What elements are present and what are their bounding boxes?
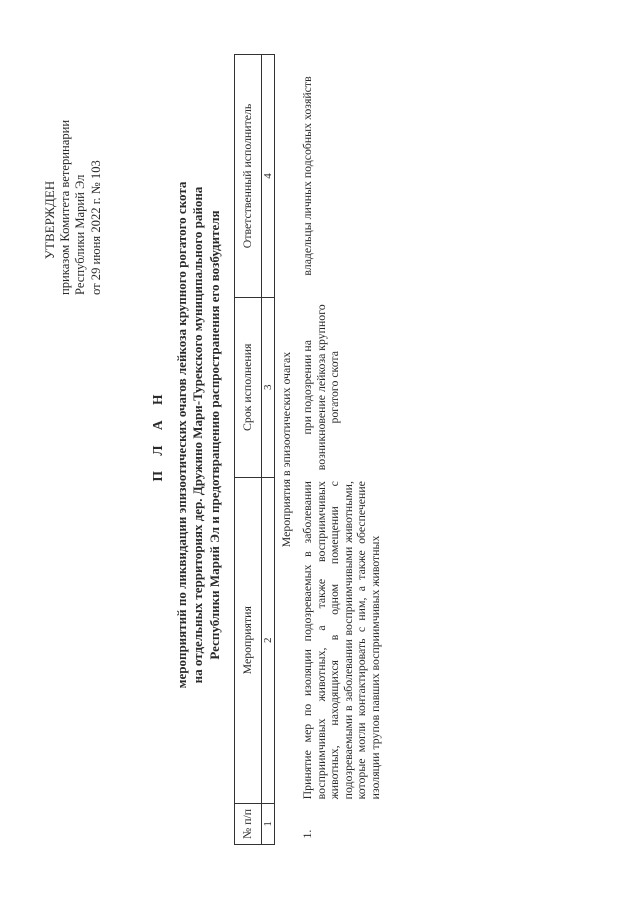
column-number: 2 bbox=[262, 477, 275, 803]
header-responsible: Ответственный исполнитель bbox=[235, 55, 262, 298]
title-line-2: на отдельных территориях дер. Дружино Мари-Турекского муниципального района bbox=[190, 186, 205, 684]
row-number: 1. bbox=[300, 829, 314, 839]
title-line-3: Республики Марий Эл и предотвращению распространения его возбудителя bbox=[206, 210, 222, 660]
header-measures: Мероприятия bbox=[235, 477, 262, 803]
approval-line-3: от 29 июня 2022 г. № 103 bbox=[88, 160, 103, 295]
section-row bbox=[275, 55, 298, 845]
approval-stamp bbox=[42, 5, 104, 295]
plan-heading: П Л А Н bbox=[150, 388, 165, 482]
plan-table bbox=[234, 54, 383, 845]
table-header-row bbox=[235, 55, 262, 845]
title-line-1: мероприятий по ликвидации эпизоотических очагов лейкоза крупного рогатого скота bbox=[173, 181, 189, 689]
table-row bbox=[297, 55, 383, 845]
approval-heading: УТВЕРЖДЕН bbox=[42, 180, 57, 260]
approval-line-1: приказом Комитета ветеринарии bbox=[57, 119, 72, 295]
header-term: Срок исполнения bbox=[235, 297, 262, 477]
section-title: Мероприятия в эпизоотических очагах bbox=[275, 55, 298, 845]
column-number: 4 bbox=[262, 55, 275, 298]
column-number: 1 bbox=[262, 803, 275, 844]
column-number-row bbox=[262, 55, 275, 845]
row-responsible: владельцы личных подсобных хозяйств bbox=[300, 76, 314, 276]
column-number: 3 bbox=[262, 297, 275, 477]
document-title bbox=[150, 85, 223, 785]
approval-line-2: Республики Марий Эл bbox=[73, 174, 87, 295]
row-measure: Принятие мер по изоляции подозреваемых в заболевании восприимчивых животных, а также восприимчивых животных, находящихся в одном помещении с подозреваемыми в заболевании восприимчивыми животными, которые могли контактировать с ним, а также обеспечение изоляции трупов павших восприимчивых животных bbox=[300, 481, 382, 800]
header-number: № п/п bbox=[235, 803, 262, 844]
row-term: при подозрении на возникновение лейкоза крупного рогатого скота bbox=[300, 304, 342, 471]
